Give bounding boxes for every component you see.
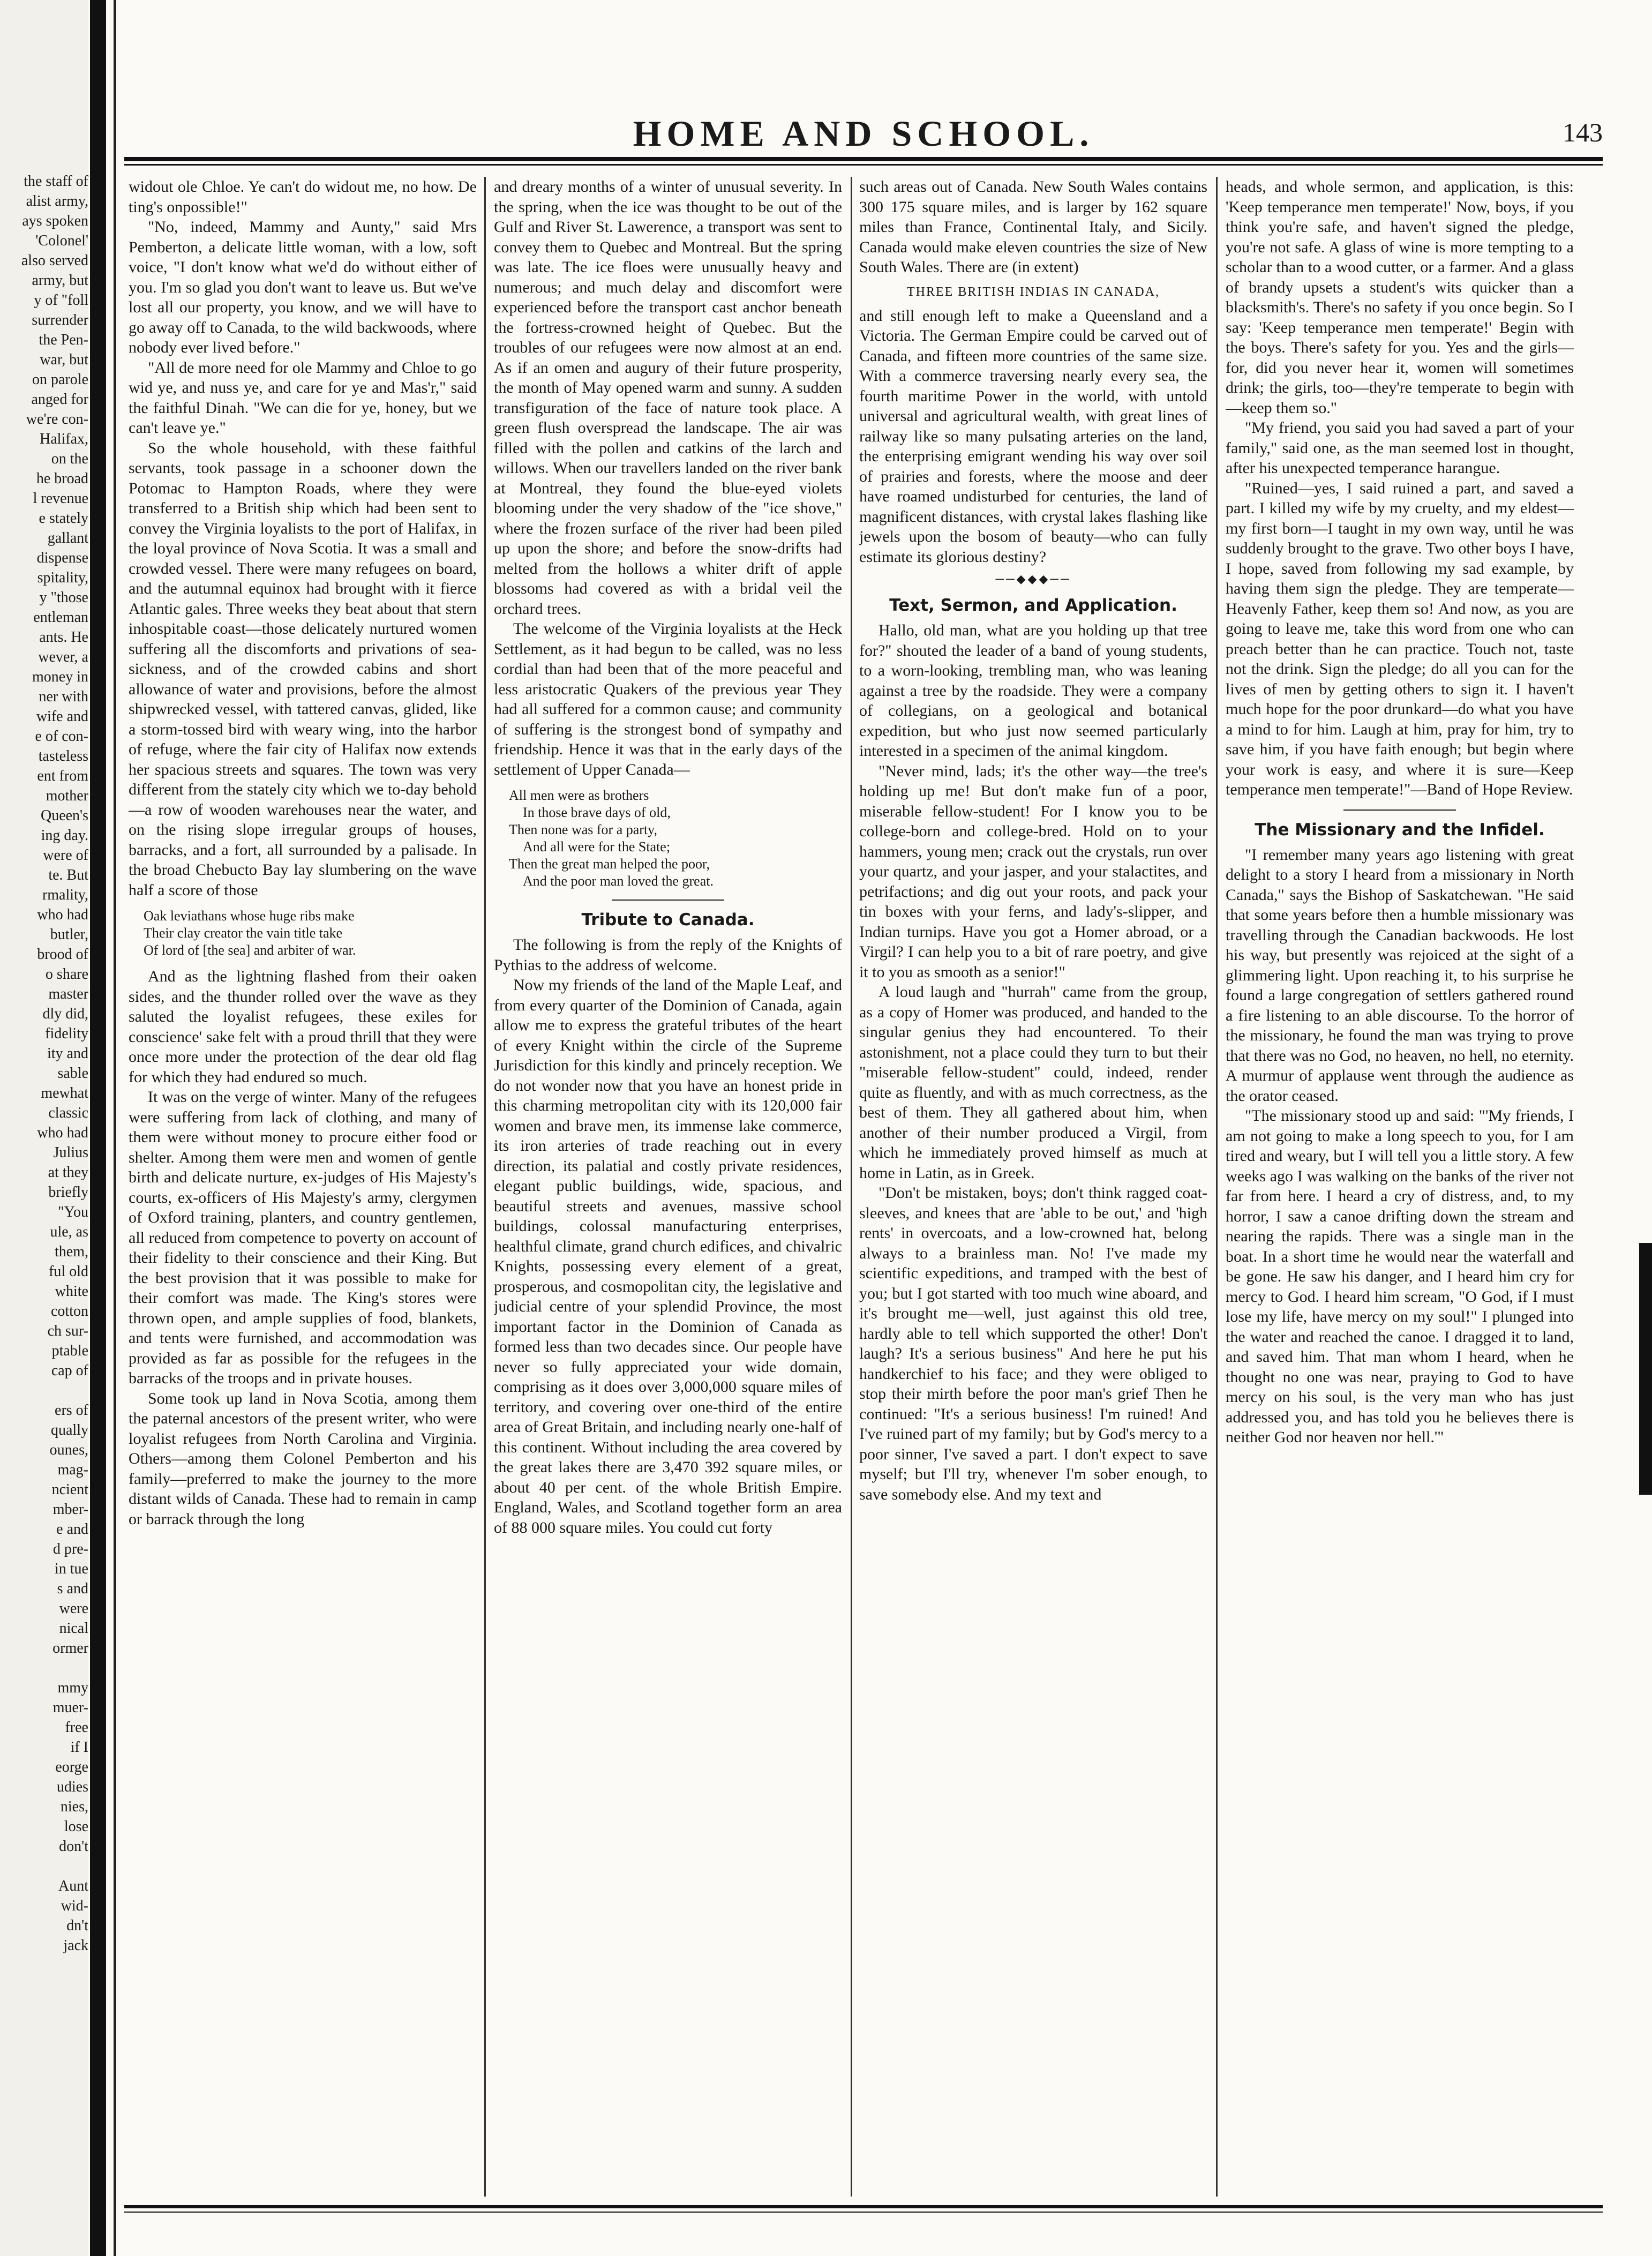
facing-page-line: 'Colonel' <box>35 233 88 249</box>
footer-rule <box>124 2205 1603 2208</box>
verse-quote <box>144 908 477 959</box>
facing-page-line: Queen's <box>40 807 88 824</box>
facing-page-line: muer- <box>52 1699 88 1716</box>
paragraph: Some took up land in Nova Scotia, among them the paternal ancestors of the present writer, who were loyalist refugees from North Carolina and Virginia. Others—among them Colonel Pemberton and his family—preferred to make the journey to the more distant wilds of Canada. These had to remain in camp or barrack through the long <box>129 1389 477 1528</box>
facing-page-line: d pre- <box>52 1541 88 1557</box>
column-divider <box>1216 177 1218 2197</box>
facing-page-line: qually <box>51 1422 88 1438</box>
facing-page-line: ounes, <box>49 1442 88 1458</box>
page-number: 143 <box>1563 117 1603 147</box>
facing-page-line: Aunt <box>58 1878 88 1894</box>
facing-page-line: in tue <box>55 1561 88 1577</box>
facing-page-line: e of con- <box>35 728 88 745</box>
paragraph: Hallo, old man, what are you holding up that tree for?" shouted the leader of a band of young students, to a worn-looking, trembling man, who was leaning against a tree by the roadside. They were a company of collegians, on a geological and botanical expedition, but who just now seemed particularly interested in a specimen of the animal kingdom. <box>859 621 1207 760</box>
facing-page-line: butler, <box>50 926 88 943</box>
facing-page-line: wid- <box>61 1898 88 1914</box>
paragraph: widout ole Chloe. Ye can't do widout me, no how. De ting's onpossible!" <box>129 178 477 216</box>
verse-line: Then none was for a party, <box>509 822 657 837</box>
verse-line: And all were for the State; <box>523 839 671 855</box>
facing-page-line: tasteless <box>38 748 88 765</box>
header-rule-thin <box>124 164 1603 166</box>
section-rule <box>612 900 724 901</box>
paragraph: The following is from the reply of the Knights of Pythias to the address of welcome. <box>494 936 842 974</box>
facing-page-line: gallant <box>47 530 88 546</box>
article-heading: Tribute to Canada. <box>581 910 755 930</box>
facing-page-line: mewhat <box>41 1085 88 1101</box>
column-1 <box>129 177 477 2197</box>
column-4 <box>1226 177 1574 2197</box>
facing-page-line: he broad <box>36 470 88 487</box>
paragraph: and still enough left to make a Queensland and a Victoria. The German Empire could be carved out of Canada, and fifteen more countries of the same size. With a commerce traversing nearly every sea, the fourth maritime Power in the world, with untold universal and agricultural wealth, with great lines of railway like so many pulsating arteries on the land, the enterprising emigrant wending his way over soil of prairies and forests, where the moose and deer have roamed undisturbed for centuries, the land of magnificent distances, with crystal lakes flashing like jewels upon the bosom of beauty—who can fully estimate its glorious destiny? <box>859 306 1207 566</box>
facing-page-line <box>0 1658 88 1678</box>
paragraph: And as the lightning flashed from their oaken sides, and the thunder rolled over the wave as they saluted the loyalist refugees, these exiles for conscience' sake felt with a proud thrill that they were once more under the protection of the dear old flag for which they had endured so much. <box>129 968 477 1086</box>
article-heading: The Missionary and the Infidel. <box>1255 820 1545 840</box>
facing-page-line: who had <box>37 1125 88 1141</box>
paragraph: It was on the verge of winter. Many of the refugees were suffering from lack of clothing, and many of them were without money to procure either food or shelter. Among them were men and women of gentle birth and delicate nurture, ex-judges of His Majesty's courts, ex-officers of His Majesty's army, clergymen of Oxford training, planters, and country gentlemen, all reduced from competence to poverty on account of their fidelity to their conscience and their King. But the best provision that it was possible to make for their comfort was made. The King's stores were thrown open, and ample supplies of food, blankets, and tents were furnished, and accommodation was provided as far as possible for the refugees in the barracks of the troops and in private houses. <box>129 1088 477 1387</box>
facing-page-line: nies, <box>60 1798 88 1815</box>
column-divider <box>484 177 486 2197</box>
section-ornament: ──◆◆◆── <box>995 572 1071 586</box>
paragraph: "My friend, you said you had saved a part of your family," said one, as the man seemed lost in thought, after his unexpected temperance harangue. <box>1226 419 1574 477</box>
facing-page-line: war, but <box>40 351 88 368</box>
facing-page-line: anged for <box>31 391 88 408</box>
facing-page-line: if I <box>70 1739 88 1756</box>
facing-page-line: o share <box>45 966 88 983</box>
facing-page-line: ncient <box>51 1481 88 1498</box>
facing-page-line: master <box>48 986 88 1002</box>
facing-page-line: we're con- <box>26 411 88 428</box>
facing-page-line: y of "foll <box>34 292 88 309</box>
facing-page-line: y "those <box>39 589 88 606</box>
facing-page-line: e stately <box>39 510 88 527</box>
verse-line: Oak leviathans whose huge ribs make <box>144 908 355 924</box>
facing-page-line: lose <box>64 1818 88 1835</box>
column-2 <box>494 177 842 2197</box>
facing-page-line: wife and <box>36 708 88 725</box>
facing-page-line: cotton <box>51 1303 88 1320</box>
facing-page-line: dly did, <box>42 1006 88 1022</box>
column-3 <box>859 177 1207 2197</box>
verse-line: Then the great man helped the poor, <box>509 856 710 872</box>
facing-page-line: money in <box>32 669 88 685</box>
gutter-rule <box>114 0 116 2256</box>
facing-page-line: ormer <box>52 1640 88 1657</box>
facing-page-line: at they <box>48 1164 88 1181</box>
book-spine-shadow <box>90 0 106 2256</box>
facing-page-line: army, but <box>32 272 88 289</box>
facing-page-line: on the <box>51 451 88 467</box>
facing-page-line: ers of <box>55 1402 88 1419</box>
verse-line: And the poor man loved the great. <box>523 873 714 889</box>
verse-line: All men were as brothers <box>509 788 649 803</box>
facing-page-line: mber- <box>52 1501 88 1518</box>
facing-page-line: dispense <box>36 550 88 566</box>
facing-page-line: spitality, <box>37 569 88 586</box>
paragraph: and dreary months of a winter of unusual severity. In the spring, when the ice was thought to be out of the Gulf and River St. Lawerence, a transport was sent to convey them to Quebec and Montreal. But the spring was late. The ice floes were unusually heavy and numerous; and much delay and discomfort were experienced before the transport cast anchor beneath the fortress-crowned height of Quebec. But the troubles of our refugees were now almost at an end. As if an omen and augury of their future prosperity, the month of May opened warm and sunny. A sudden transfiguration of the face of nature took place. A green flush overspread the landscape. The air was filled with the pollen and catkins of the larch and willows. When our travellers landed on the river bank at Montreal, they found the blue-eyed violets blooming under the very shadow of the "ice shove," where the frozen surface of the river had been piled up upon the shore; and before the snow-drifts had melted from the hollows a whiter drift of apple blossoms had covered as with a bridal veil the orchard trees. <box>494 178 842 618</box>
paragraph: "Don't be mistaken, boys; don't think ragged coat-sleeves, and knees that are 'able to be out,' and 'high rents' in overcoats, and a low-crowned hat, belong always to a brainless man. No! I've made my scientific expeditions, and tramped with the best of you; but I got started with too much wine aboard, and it's brought me—well, just against this old tree, hardly able to tell which supported the other! Don't laugh? It's a serious business" And here he put his handkerchief to his face; and they were obliged to stop their mirth before the poor man's grief Then he continued: "It's a serious business! I'm ruined! And I've ruined part of my family; but by God's mercy to a poor sinner, I've saved a part. I don't expect to save myself; but I'll try, whenever I'm sober enough, to save somebody else. And my text and <box>859 1184 1207 1503</box>
facing-page-line: rmality, <box>42 887 88 903</box>
publication-title: HOME AND SCHOOL. <box>633 113 1094 154</box>
facing-page-line: don't <box>59 1838 88 1855</box>
facing-page-line: ing day. <box>41 827 88 844</box>
facing-page-line: entleman <box>33 609 88 626</box>
facing-page-line: ch sur- <box>47 1323 88 1339</box>
facing-page-line: jack <box>63 1937 88 1954</box>
facing-page-line: the staff of <box>24 173 88 190</box>
paragraph: "The missionary stood up and said: "'My friends, I am not going to make a long speech to you, for I am tired and weary, but I will tell you a little story. A few weeks ago I was walking on the banks of the river not far from here. I heard a cry of distress, and, to my horror, I saw a canoe drifting down the stream and nearing the rapids. There was a single man in the boat. In a short time he would near the waterfall and be gone. He saw his danger, and I heard him cry for mercy to God. I heard him scream, "O God, if I must lose my life, have mercy on my soul!" I plunged into the water and reached the canoe. I dragged it to land, and saved him. That man whom I heard, when he thought no one was near, praying to God to have mercy on his soul, is the very man who has just addressed you, and has told you he believes there is neither God nor heaven nor hell.'" <box>1226 1107 1574 1446</box>
facing-page-line: mag- <box>57 1461 88 1478</box>
facing-page-line: Halifax, <box>40 431 88 447</box>
facing-page-line: were of <box>43 847 88 864</box>
facing-page-line: ule, as <box>50 1224 88 1240</box>
page-edge-tab <box>1639 1243 1652 1495</box>
paragraph: So the whole household, with these faithful servants, took passage in a schooner down the Potomac to Hampton Roads, where they were transferred to a British ship which had been sent to convey the Virginia loyalists to the port of Halifax, in the loyal province of Nova Scotia. It was a small and crowded vessel. There were many refugees on board, and the autumnal equinox had brought with it fierce Atlantic gales. Three weeks they beat about that stern inhospitable coast—those delicately nurtured women suffering all the discomforts and privations of sea-sickness, and of the crowded cabins and short allowance of water and provisions, before the almost shipwrecked vessel, with tattered canvas, glided, like a storm-tossed bird with weary wing, into the harbor of refuge, where the fair city of Halifax now extends her spacious streets and squares. The town was very different from the stately city which we to-day behold—a row of wooden warehouses near the water, and on the rising slope irregular groups of houses, barracks, and a fort, all surrounded by a palisade. In the broad Chebucto Bay lay slumbering on the wave half a score of those <box>129 439 477 899</box>
facing-page-line: e and <box>56 1521 88 1538</box>
facing-page-line: briefly <box>48 1184 88 1201</box>
paragraph: "I remember many years ago listening with great delight to a story I heard from a missionary in North Canada," says the Bishop of Saskatchewan. "He said that some years before then a humble missionary was travelling through the Canadian backwoods. He lost his way, but presently was rejoiced at the sight of a glimmering light. Upon reaching it, to his surprise he found a large congregation of settlers gathered round a fire listening to an able discourse. To the horror of the missionary, he found the man was trying to prove that there was no God, no heaven, no hell, no eternity. A murmur of applause went through the audience as the orator ceased. <box>1226 845 1574 1105</box>
facing-page-line <box>0 1381 88 1400</box>
paragraph: "No, indeed, Mammy and Aunty," said Mrs Pemberton, a delicate little woman, with a low, soft voice, "I don't know what we'd do without either of you. I'm so glad you don't want to leave us. But we've lost all our property, you know, and we will have to go away off to Canada, to the wild backwoods, where nobody ever lived before." <box>129 218 477 356</box>
facing-page-line: Julius <box>53 1144 88 1161</box>
verse-line: In those brave days of old, <box>523 805 671 820</box>
paragraph: A loud laugh and "hurrah" came from the group, as a copy of Homer was produced, and handed to the singular genius they had encountered. To their astonishment, not a place could they turn to but their "miserable fellow-student" could, indeed, render quite as fluently, and with as much correctness, as the best of them. They all gathered about him, when another of their number produced a Virgil, from which he immediately proved himself as much at home in Latin, as in Greek. <box>859 983 1207 1182</box>
facing-page-line: fidelity <box>45 1025 88 1042</box>
facing-page-line: nical <box>59 1620 88 1637</box>
column-divider <box>851 177 852 2197</box>
subheading: THREE BRITISH INDIAS IN CANADA, <box>907 284 1160 299</box>
paragraph: "Never mind, lads; it's the other way—the tree's holding up me! But don't make fun of a poor, miserable fellow-student! For I know you to be college-born and college-bred. Hold on to your hammers, young men; crack out the crystals, run over your quartz, and your jasper, and your stalactites, and petrifactions; and dig out your roots, and pack your tin boxes with your ferns, and lady's-slipper, and Indian turnips. Have you got a Homer abroad, or a Virgil? I can help you to a bit of rare poetry, and give it to you as smooth as a senior!" <box>859 762 1207 981</box>
facing-page-line: cap of <box>51 1362 88 1379</box>
article-heading: Text, Sermon, and Application. <box>889 596 1177 615</box>
facing-page-text-fragments <box>0 171 88 1955</box>
facing-page-line: ays spoken <box>22 213 88 229</box>
facing-page-line: ity and <box>47 1045 88 1062</box>
facing-page-line: ptable <box>51 1343 88 1359</box>
facing-page-line: the Pen- <box>39 332 88 348</box>
facing-page-line: udies <box>56 1779 88 1795</box>
facing-page-line: surrender <box>32 312 88 328</box>
facing-page-line: brood of <box>37 946 88 963</box>
facing-page-line: alist army, <box>26 193 88 209</box>
facing-page-line: l revenue <box>33 490 88 507</box>
facing-page-line: mother <box>46 788 88 804</box>
paragraph: such areas out of Canada. New South Wales contains 300 175 square miles, and is larger by 162 square miles than France, Continental Italy, and Sicily. Canada would make eleven countries the size of New South Wales. There are (in extent) <box>859 178 1207 276</box>
running-header <box>124 113 1603 155</box>
facing-page-line: free <box>65 1719 88 1736</box>
verse-line: Of lord of [the sea] and arbiter of war. <box>144 942 356 958</box>
facing-page-line: eorge <box>55 1759 88 1775</box>
paragraph: heads, and whole sermon, and application, is this: 'Keep temperance men temperate!' Now, boys, if you think you're safe, and haven't signed the pledge, you're not safe. A glass of wine is more tempting to a scholar than to a wood cutter, or a farmer. And a glass of brandy upsets a student's wits quicker than a blacksmith's. There's no safety if you once begin. So I say: 'Keep temperance men temperate!' Begin with the boys. There's safety for you. Yes and the girls—for, did you never hear it, women will sometimes drink; the girls, too—they're temperate to begin with—keep them so." <box>1226 178 1574 417</box>
facing-page-line: sable <box>57 1065 88 1082</box>
facing-page-line: ent from <box>37 768 88 784</box>
facing-page-line: mmy <box>57 1680 88 1696</box>
facing-page-line: ful old <box>49 1263 88 1280</box>
facing-page-line: "You <box>58 1204 88 1220</box>
facing-page-line <box>0 1856 88 1876</box>
facing-page-line: were <box>59 1600 88 1617</box>
facing-page-line: who had <box>37 906 88 923</box>
paragraph: "Ruined—yes, I said ruined a part, and saved a part. I killed my wife by my cruelty, and my eldest—my first born—I taught in my own way, until he was suddenly brought to the grave. Two other boys I have, I hope, saved from following my sad example, by having them sign the pledge. They are temperate—Heavenly Father, keep them so! And now, as you are going to leave me, take this word from one who can preach better than he can practice. Touch not, taste not the drink. Sign the pledge; do all you can for the lives of men by getting others to sign it. I haven't much hope for the poor drunkard—do what you have a mind to for him. Laugh at him, pray for him, try to save him, if you have faith enough; but begin where your work is easy, and where it is sure—Keep temperance men temperate!"—Band of Hope Review. <box>1226 479 1574 798</box>
facing-page-line: them, <box>55 1243 88 1260</box>
facing-page-line: on parole <box>32 371 88 388</box>
facing-page-line: white <box>55 1283 88 1300</box>
section-rule <box>1343 810 1456 811</box>
facing-page-line: also served <box>21 252 88 269</box>
facing-page-line: ner with <box>39 688 88 705</box>
facing-page-line: wever, a <box>38 649 88 665</box>
verse-quote <box>509 787 842 890</box>
paragraph: "All de more need for ole Mammy and Chloe to go wid ye, and nuss ye, and care for ye and Mas'r," said the faithful Dinah. "We can die for ye, honey, but we can't leave ye." <box>129 358 477 437</box>
facing-page-line: classic <box>48 1105 88 1121</box>
paragraph: The welcome of the Virginia loyalists at the Heck Settlement, as it had begun to be called, was no less cordial than had been that of the more peaceful and less aristocratic Quakers of the previous year They had all suffered for a common cause; and community of suffering is the strongest bond of sympathy and friendship. Hence it was that in the early days of the settlement of Upper Canada— <box>494 620 842 778</box>
facing-page-line: te. But <box>48 867 88 883</box>
verse-line: Their clay creator the vain title take <box>144 925 343 941</box>
paragraph: Now my friends of the land of the Maple Leaf, and from every quarter of the Dominion of Canada, again allow me to express the grateful tributes of the heart of every Knight within the circle of the Supreme Jurisdiction for this kindly and princely reception. We do not wonder now that you have an honest pride in this charming metropolitan city with its 120,000 fair women and brave men, its immense lake commerce, its iron arteries of trade reaching out in every direction, its palatial and costly private residences, elegant public buildings, wide, spacious, and beautiful streets and avenues, massive school buildings, colossal manufacturing enterprises, healthful climate, grand church edifices, and chivalric Knights, possessing every element of a great, prosperous, and cosmopolitan city, the legislative and judicial centre of your splendid Province, the most important factor in the Dominion of Canada as formed less than two decades since. Our people have never so fully appreciated your wide domain, comprising as it does over 3,000,000 square miles of territory, and covering over one-third of the entire area of Great Britain, and including nearly one-half of this continent. Without including the area covered by the great lakes there are 3,470 392 square miles, or about 40 per cent. of the whole British Empire. England, Wales, and Scotland together form an area of 88 000 square miles. You could cut forty <box>494 976 842 1537</box>
footer-rule-thin <box>124 2212 1603 2213</box>
facing-page-line: dn't <box>66 1917 88 1934</box>
facing-page-line: ants. He <box>39 629 88 646</box>
header-rule <box>124 157 1603 161</box>
facing-page-line: s and <box>57 1580 88 1597</box>
